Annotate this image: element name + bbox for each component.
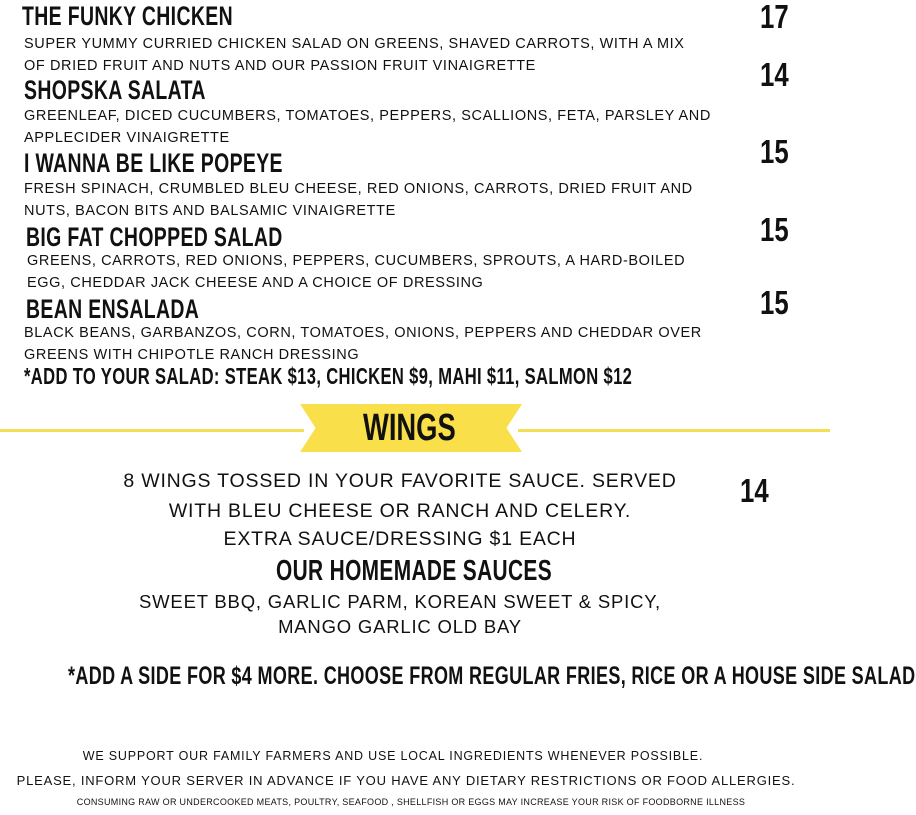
- item-title: BEAN ENSALADA: [26, 294, 200, 324]
- wings-line: 8 WINGS TOSSED IN YOUR FAVORITE SAUCE. SERVED: [123, 470, 677, 492]
- item-description: [24, 178, 744, 222]
- footer-line: CONSUMING RAW OR UNDERCOOKED MEATS, POULTRY, SEAFOOD , SHELLFISH OR EGGS MAY INCREASE YOUR RISK OF FOODBORNE ILLNESS: [76, 797, 746, 807]
- description-line: FRESH SPINACH, CRUMBLED BLEU CHEESE, RED ONIONS, CARROTS, DRIED FRUIT AND: [24, 181, 693, 197]
- item-description: [24, 105, 744, 149]
- sauces-line: SWEET BBQ, GARLIC PARM, KOREAN SWEET & SPICY,: [139, 591, 661, 612]
- item-description: [27, 250, 747, 294]
- description-line: SUPER YUMMY CURRIED CHICKEN SALAD ON GREENS, SHAVED CARROTS, WITH A MIX: [24, 36, 685, 52]
- wings-line: EXTRA SAUCE/DRESSING $1 EACH: [223, 528, 577, 550]
- divider-left: [0, 429, 304, 432]
- description-line: OF DRIED FRUIT AND NUTS AND OUR PASSION FRUIT VINAIGRETTE: [24, 58, 536, 74]
- description-line: APPLECIDER VINAIGRETTE: [24, 130, 230, 146]
- salad-addon-note: *ADD TO YOUR SALAD: STEAK $13, CHICKEN $9, MAHI $11, SALMON $12: [24, 363, 633, 389]
- item-title: THE FUNKY CHICKEN: [22, 1, 233, 31]
- wings-heading: WINGS: [363, 407, 456, 449]
- description-line: NUTS, BACON BITS AND BALSAMIC VINAIGRETTE: [24, 203, 396, 219]
- description-line: BLACK BEANS, GARBANZOS, CORN, TOMATOES, ONIONS, PEPPERS AND CHEDDAR OVER: [24, 325, 702, 341]
- description-line: GREENS WITH CHIPOTLE RANCH DRESSING: [24, 347, 360, 363]
- item-price: 15: [760, 211, 789, 248]
- description-line: EGG, CHEDDAR JACK CHEESE AND A CHOICE OF DRESSING: [27, 275, 484, 291]
- item-description: [24, 322, 744, 366]
- wings-line: WITH BLEU CHEESE OR RANCH AND CELERY.: [168, 500, 632, 522]
- item-price: 14: [760, 56, 789, 93]
- item-price: 15: [760, 133, 789, 170]
- item-price: 17: [760, 0, 789, 35]
- item-title: BIG FAT CHOPPED SALAD: [26, 222, 283, 252]
- sauces-line: MANGO GARLIC OLD BAY: [278, 616, 522, 637]
- footer-line: PLEASE, INFORM YOUR SERVER IN ADVANCE IF YOU HAVE ANY DIETARY RESTRICTIONS OR FOOD ALLERGIES.: [16, 773, 796, 788]
- wings-price: 14: [740, 472, 769, 509]
- item-description: [24, 33, 744, 77]
- item-price: 15: [760, 284, 789, 321]
- description-line: GREENS, CARROTS, RED ONIONS, PEPPERS, CUCUMBERS, SPROUTS, A HARD-BOILED: [27, 253, 686, 269]
- side-note: *ADD A SIDE FOR $4 MORE. CHOOSE FROM REGULAR FRIES, RICE OR A HOUSE SIDE SALAD: [68, 662, 916, 690]
- item-title: I WANNA BE LIKE POPEYE: [24, 148, 283, 178]
- divider-right: [518, 429, 830, 432]
- description-line: GREENLEAF, DICED CUCUMBERS, TOMATOES, PEPPERS, SCALLIONS, FETA, PARSLEY AND: [24, 108, 711, 124]
- footer-line: WE SUPPORT OUR FAMILY FARMERS AND USE LOCAL INGREDIENTS WHENEVER POSSIBLE.: [82, 749, 704, 763]
- sauces-heading: OUR HOMEMADE SAUCES: [276, 555, 552, 587]
- item-title: SHOPSKA SALATA: [24, 75, 206, 105]
